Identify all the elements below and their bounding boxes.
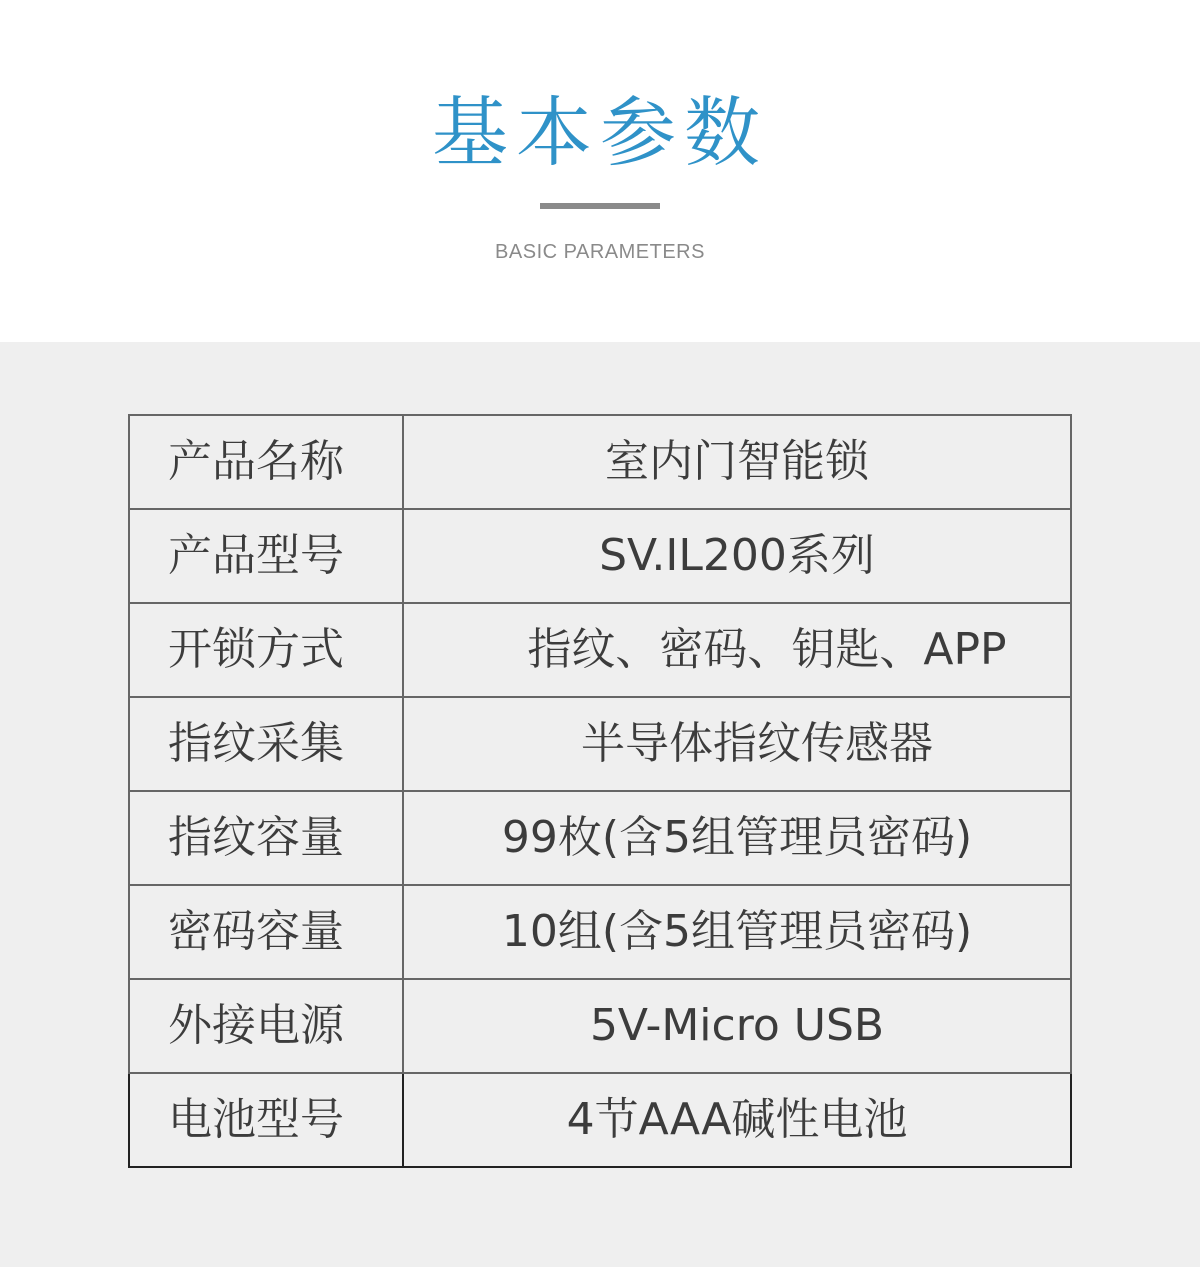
spec-value: 5V-Micro USB <box>403 979 1071 1073</box>
page-title: 基本参数 <box>432 88 768 177</box>
spec-label: 电池型号 <box>129 1073 403 1167</box>
spec-row-fingerprint-capacity <box>129 791 1071 885</box>
spec-value: 室内门智能锁 <box>403 415 1071 509</box>
spec-row-battery <box>129 1073 1071 1167</box>
title-divider <box>540 203 660 209</box>
header-section <box>0 0 1200 342</box>
spec-value: 半导体指纹传感器 <box>403 697 1071 791</box>
spec-label: 指纹容量 <box>129 791 403 885</box>
spec-value: 指纹、密码、钥匙、APP <box>403 603 1071 697</box>
spec-value: 10组(含5组管理员密码) <box>403 885 1071 979</box>
spec-label: 密码容量 <box>129 885 403 979</box>
spec-row-password-capacity <box>129 885 1071 979</box>
spec-label: 外接电源 <box>129 979 403 1073</box>
spec-value: 4节AAA碱性电池 <box>403 1073 1071 1167</box>
spec-row-external-power <box>129 979 1071 1073</box>
spec-label: 产品型号 <box>129 509 403 603</box>
spec-row-model <box>129 509 1071 603</box>
spec-value: SV.IL200系列 <box>403 509 1071 603</box>
spec-row-fingerprint-sensor <box>129 697 1071 791</box>
page-subtitle: BASIC PARAMETERS <box>495 241 705 263</box>
spec-value: 99枚(含5组管理员密码) <box>403 791 1071 885</box>
spec-row-unlock-method <box>129 603 1071 697</box>
spec-label: 指纹采集 <box>129 697 403 791</box>
spec-label: 开锁方式 <box>129 603 403 697</box>
spec-label: 产品名称 <box>129 415 403 509</box>
spec-table <box>128 414 1072 1168</box>
spec-row-product-name <box>129 415 1071 509</box>
